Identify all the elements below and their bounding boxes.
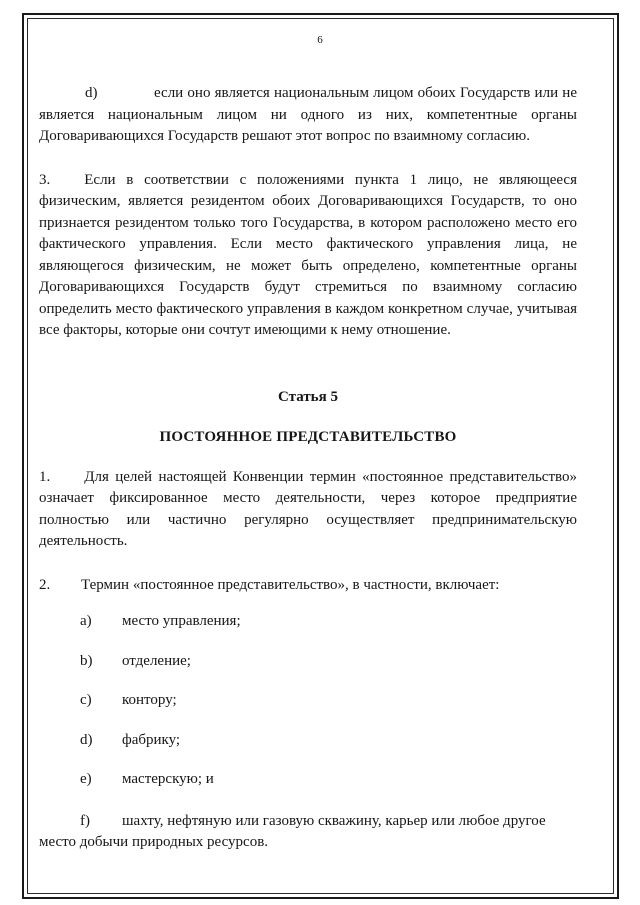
list-item-text: отделение;: [122, 652, 191, 669]
list-item-text: фабрику;: [122, 731, 181, 748]
paragraph-3: [39, 170, 577, 342]
paragraph-text: Для целей настоящей Конвенции термин «постоянное представительство» означает фиксированное место деятельности, через которое предприятие полностью или частично регулярно осуществляет предпринимательскую деятельность.: [39, 468, 577, 549]
list-item-f: [39, 811, 577, 854]
paragraph-2: [39, 575, 577, 597]
list-item-e: [39, 769, 577, 791]
list-item-letter: c): [80, 692, 92, 708]
list-item-letter: a): [80, 613, 92, 629]
paragraph-number: 1.: [39, 468, 51, 485]
article-heading: ПОСТОЯННОЕ ПРЕДСТАВИТЕЛЬСТВО: [159, 429, 457, 445]
list-item-text: место управления;: [122, 613, 241, 629]
paragraph-subitem-d: [39, 83, 577, 148]
paragraph-1: [39, 467, 577, 553]
list-item-letter: e): [80, 771, 92, 787]
document-body: [39, 83, 577, 854]
paragraph-text: если оно является национальным лицом обоих Государств или не: [154, 85, 577, 101]
list-item-letter: b): [80, 652, 93, 669]
list-item-text: шахту, нефтяную или газовую скважину, карьер или любое другое: [122, 812, 546, 829]
paragraph-number: 2.: [39, 576, 51, 593]
list-item-letter: d): [80, 731, 93, 748]
list-item-text: контору;: [122, 692, 177, 708]
article-title: Статья 5: [278, 388, 338, 405]
list-item-text: мастерскую; и: [122, 771, 214, 787]
list-item-letter: f): [80, 812, 90, 829]
subitem-marker: d): [85, 85, 98, 101]
paragraph-text-continued: является национальным лицом ни одного из них, компетентные органы Договаривающихся Государств решают этот вопрос по взаимному согласию.: [39, 106, 577, 144]
list-item-c: [39, 690, 577, 712]
paragraph-text: Если в соответствии с положениями пункта 1 лицо, не являющееся физическим, является резидентом обоих Договаривающихся Государств, то оно признается резидентом только того Государства, в котором расположено место его фактического управления. Если место фактического управления лица, не являющегося физическим, не может быть определено, компетентные органы Договаривающихся Государств будут стремиться по взаимному согласию определить место фактического управления в каждом конкретном случае, учитывая все факторы, которые они сочтут имеющими к нему отношение.: [39, 171, 577, 338]
paragraph-text: Термин «постоянное представительство», в частности, включает:: [81, 576, 500, 593]
list-item-a: [39, 611, 577, 633]
page-number: 6: [317, 34, 323, 46]
list-item-d: [39, 730, 577, 752]
list-item-b: [39, 651, 577, 673]
list-item-text-continued: место добычи природных ресурсов.: [39, 834, 269, 850]
paragraph-number: 3.: [39, 171, 51, 188]
